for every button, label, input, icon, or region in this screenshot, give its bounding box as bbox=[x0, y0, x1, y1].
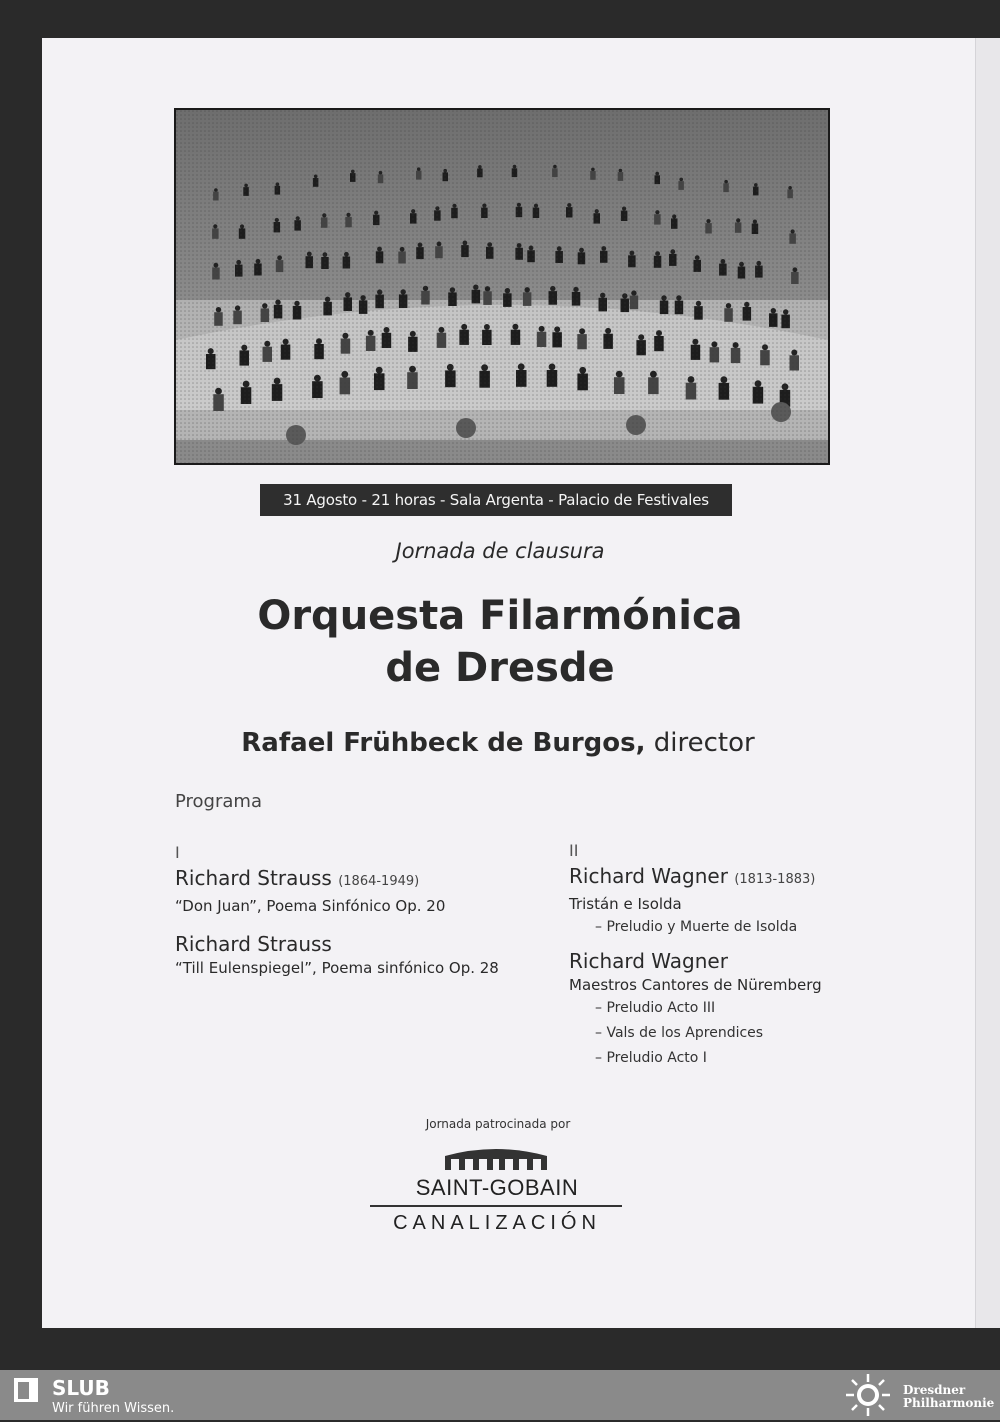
composer-name: Richard Wagner bbox=[569, 949, 728, 973]
composer bbox=[175, 931, 555, 957]
composer-dates: (1813-1883) bbox=[734, 872, 816, 887]
date-venue-banner: 31 Agosto - 21 horas - Sala Argenta - Palacio de Festivales bbox=[260, 484, 732, 516]
dresdner-philharmonie-name bbox=[903, 1384, 994, 1410]
work-title: Maestros Cantores de Nüremberg bbox=[569, 976, 822, 994]
saint-gobain-arcade-icon bbox=[443, 1146, 549, 1174]
program-heading: Programa bbox=[175, 791, 262, 812]
slub-name: SLUB bbox=[52, 1376, 110, 1400]
dresdner-philharmonie-sun-icon bbox=[842, 1372, 894, 1422]
orchestra-photo bbox=[174, 108, 830, 465]
work-title: Tristán e Isolda bbox=[569, 895, 682, 913]
composer bbox=[569, 863, 929, 893]
composer-dates: (1864-1949) bbox=[338, 874, 420, 889]
orchestra-title bbox=[0, 590, 1000, 694]
sponsor-label: Jornada patrocinada por bbox=[425, 1117, 571, 1131]
footer-bar bbox=[0, 1370, 1000, 1420]
dp-line-1: Dresdner bbox=[903, 1383, 966, 1397]
dp-line-2: Philharmonie bbox=[903, 1396, 995, 1410]
event-subtitle: Jornada de clausura bbox=[395, 539, 605, 563]
movement: – Preludio y Muerte de Isolda bbox=[595, 919, 798, 935]
work-title: “Don Juan”, Poema Sinfónico Op. 20 bbox=[175, 897, 446, 915]
conductor-name: Rafael Frühbeck de Burgos, bbox=[241, 728, 646, 758]
movement: – Preludio Acto III bbox=[595, 1000, 716, 1016]
composer-name: Richard Wagner bbox=[569, 864, 728, 888]
slub-logo-icon bbox=[12, 1376, 40, 1408]
movement: – Vals de los Aprendices bbox=[595, 1025, 764, 1041]
composer-name: Richard Strauss bbox=[175, 932, 332, 956]
slub-tagline: Wir führen Wissen. bbox=[52, 1401, 175, 1416]
composer-name: Richard Strauss bbox=[175, 866, 332, 890]
work-title: “Till Eulenspiegel”, Poema sinfónico Op. 28 bbox=[175, 959, 499, 977]
program-part-2 bbox=[569, 841, 929, 1071]
title-line-1: Orquesta Filarmónica bbox=[257, 593, 743, 639]
title-line-2: de Dresde bbox=[385, 645, 615, 691]
sponsor-division: CANALIZACIÓN bbox=[393, 1212, 601, 1234]
sponsor-name: SAINT-GOBAIN bbox=[415, 1175, 579, 1200]
part-numeral: I bbox=[175, 843, 180, 862]
logo-divider bbox=[370, 1205, 622, 1207]
conductor-role: director bbox=[653, 728, 755, 758]
program-part-1 bbox=[175, 843, 555, 979]
composer bbox=[569, 948, 929, 974]
part-numeral: II bbox=[569, 841, 579, 860]
movement: – Preludio Acto I bbox=[595, 1050, 707, 1066]
composer bbox=[175, 865, 555, 895]
conductor-line bbox=[0, 728, 996, 758]
